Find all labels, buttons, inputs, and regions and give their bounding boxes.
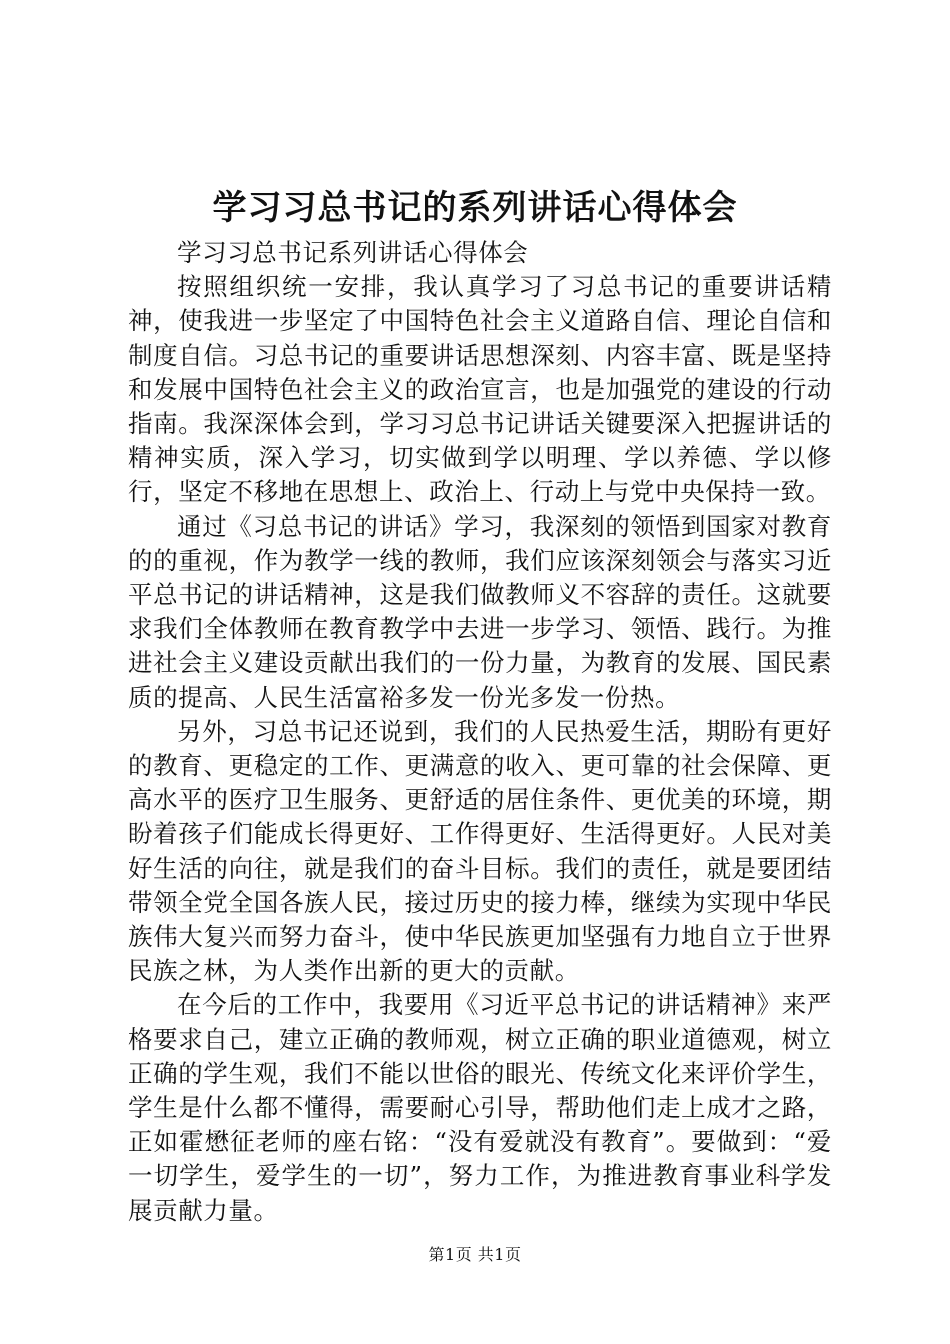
document-title: 学习习总书记的系列讲话心得体会 (212, 188, 738, 228)
paragraph: 通过《习总书记的讲话》学习，我深刻的领悟到国家对教育的的重视，作为教学一线的教师，我们应该深刻领会与落实习近平总书记的讲话精神，这是我们做教师义不容辞的责任。这就要求我们全体教师在教育教学中去进一步学习、领悟、践行。为推进社会主义建设贡献出我们的一份力量，为教育的发展、国民素质的提高、人民生活富裕多发一份光多发一份热。 (128, 511, 832, 712)
paragraph-subtitle: 学习习总书记系列讲话心得体会 (177, 238, 529, 267)
paragraph: 另外，习总书记还说到，我们的人民热爱生活，期盼有更好的教育、更稳定的工作、更满意的收入、更可靠的社会保障、更高水平的医疗卫生服务、更舒适的居住条件、更优美的环境，期盼着孩子们能成长得更好、工作得更好、生活得更好。人民对美好生活的向往，就是我们的奋斗目标。我们的责任，就是要团结带领全党全国各族人民，接过历史的接力棒，继续为实现中华民族伟大复兴而努力奋斗，使中华民族更加坚强有力地自立于世界民族之林，为人类作出新的更大的贡献。 (128, 716, 832, 986)
paragraph: 在今后的工作中，我要用《习近平总书记的讲话精神》来严格要求自己，建立正确的教师观，树立正确的职业道德观，树立正确的学生观，我们不能以世俗的眼光、传统文化来评价学生，学生是什么都不懂得，需要耐心引导，帮助他们走上成才之路，正如霍懋征老师的座右铭：“没有爱就没有教育”。要做到：“爱一切学生，爱学生的一切”，努力工作，为推进教育事业科学发展贡献力量。 (128, 990, 832, 1225)
document-body (128, 236, 832, 1228)
paragraph: 按照组织统一安排，我认真学习了习总书记的重要讲话精神，使我进一步坚定了中国特色社会主义道路自信、理论自信和制度自信。习总书记的重要讲话思想深刻、内容丰富、既是坚持和发展中国特色社会主义的政治宣言，也是加强党的建设的行动指南。我深深体会到，学习习总书记讲话关键要深入把握讲话的精神实质，深入学习，切实做到学以明理、学以养德、学以修行，坚定不移地在思想上、政治上、行动上与党中央保持一致。 (128, 272, 832, 507)
page-number-footer: 第1页 共1页 (428, 1245, 522, 1264)
